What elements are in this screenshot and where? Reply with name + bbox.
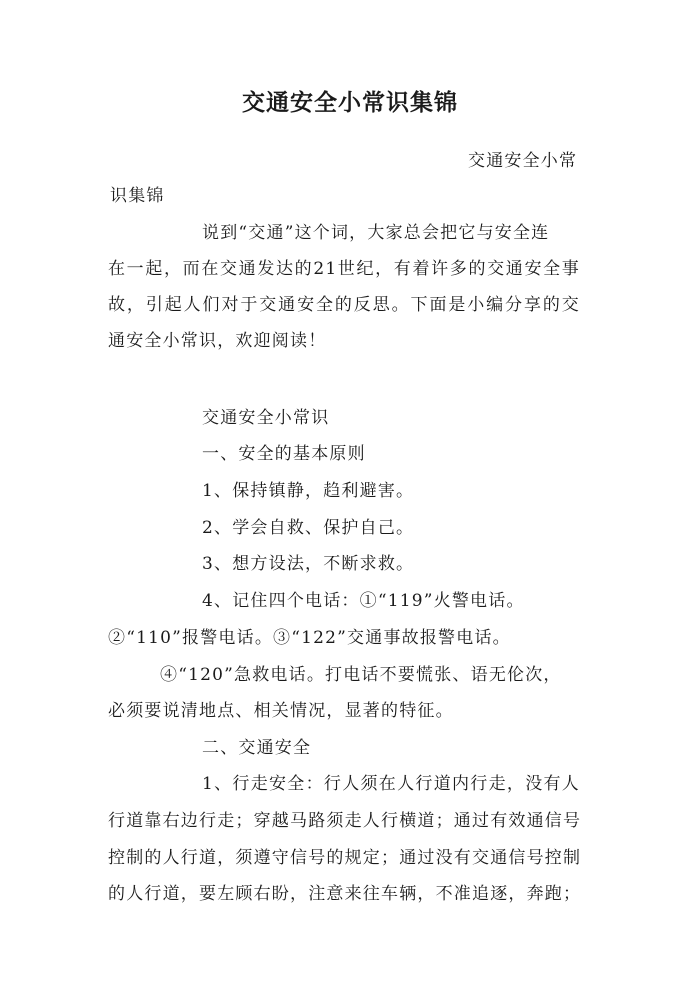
phones-line: 必须要说清地点、相关情况，显著的特征。 — [108, 701, 454, 721]
subtitle-line-1: 交通安全小常 — [468, 151, 578, 171]
section-heading: 交通安全小常识 — [202, 408, 330, 428]
intro-line: 说到“交通”这个词，大家总会把它与安全连 — [202, 223, 550, 243]
list-item: 4、记住四个电话：①“119”火警电话。 — [202, 591, 525, 611]
list-item: 1、保持镇静，趋利避害。 — [202, 481, 415, 501]
body-line: 1、行走安全：行人须在人行道内行走，没有人 — [202, 774, 580, 794]
list-item: 2、学会自救、保护自己。 — [202, 518, 415, 538]
intro-line: 通安全小常识，欢迎阅读！ — [108, 331, 327, 351]
list-item: 3、想方设法，不断求救。 — [202, 554, 415, 574]
body-line: 行道靠右边行走；穿越马路须走人行横道；通过有效通信号 — [108, 811, 582, 831]
part1-heading: 一、安全的基本原则 — [202, 444, 366, 464]
body-line: 控制的人行道，须遵守信号的规定；通过没有交通信号控制 — [108, 848, 582, 868]
intro-line: 在一起，而在交通发达的21世纪，有着许多的交通安全事 — [108, 259, 580, 279]
subtitle-line-2: 识集锦 — [110, 186, 165, 206]
body-line: 的人行道，要左顾右盼，注意来往车辆，不准追逐，奔跑； — [108, 884, 582, 904]
part2-heading: 二、交通安全 — [202, 738, 312, 758]
intro-line: 故，引起人们对于交通安全的反思。下面是小编分享的交 — [108, 295, 580, 315]
document-title: 交通安全小常识集锦 — [242, 90, 458, 116]
phones-line: ②“110”报警电话。③“122”交通事故报警电话。 — [108, 628, 511, 648]
phones-line: ④“120”急救电话。打电话不要慌张、语无伦次， — [160, 665, 562, 685]
